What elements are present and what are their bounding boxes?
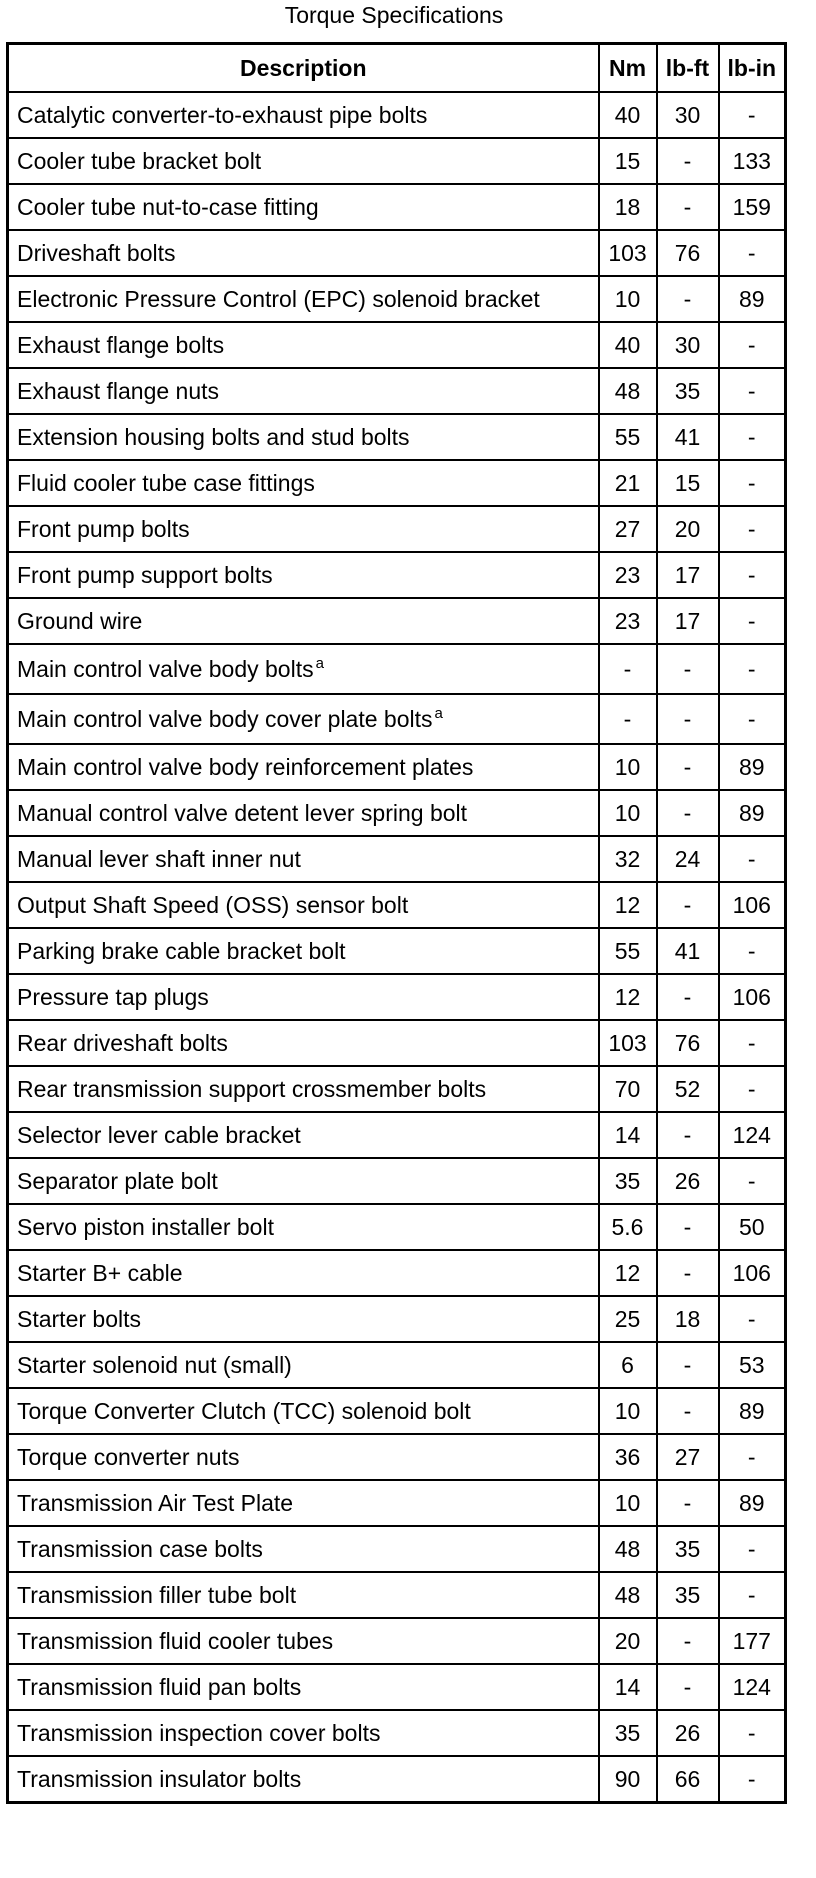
cell-description [8, 1250, 599, 1296]
table-row [8, 974, 786, 1020]
cell-description [8, 1756, 599, 1803]
cell-description [8, 882, 599, 928]
torque-spec-table [6, 42, 787, 1804]
cell-description [8, 1526, 599, 1572]
description-text: Servo piston installer bolt [17, 1213, 274, 1240]
cell-lbin: - [719, 368, 786, 414]
description-text: Extension housing bolts and stud bolts [17, 423, 410, 450]
cell-nm: 15 [599, 138, 657, 184]
table-row [8, 1756, 786, 1803]
cell-lbft: 35 [657, 368, 719, 414]
cell-description [8, 552, 599, 598]
description-text: Cooler tube nut-to-case fitting [17, 193, 319, 220]
cell-description [8, 322, 599, 368]
description-text: Transmission fluid pan bolts [17, 1673, 302, 1700]
cell-nm: 103 [599, 230, 657, 276]
cell-nm: 18 [599, 184, 657, 230]
description-text: Ground wire [17, 607, 143, 634]
cell-nm: 36 [599, 1434, 657, 1480]
description-text: Main control valve body bolts [17, 655, 314, 682]
cell-lbin: 106 [719, 1250, 786, 1296]
cell-nm: 55 [599, 928, 657, 974]
cell-nm: 20 [599, 1618, 657, 1664]
cell-nm: 40 [599, 92, 657, 138]
description-text: Transmission case bolts [17, 1535, 263, 1562]
description-text: Cooler tube bracket bolt [17, 147, 262, 174]
cell-lbft: - [657, 644, 719, 694]
description-text: Electronic Pressure Control (EPC) solenoid bracket [17, 285, 540, 312]
cell-description [8, 1112, 599, 1158]
table-row [8, 552, 786, 598]
cell-description [8, 1710, 599, 1756]
cell-lbft: 41 [657, 414, 719, 460]
cell-lbin: - [719, 1756, 786, 1803]
cell-lbft: 18 [657, 1296, 719, 1342]
cell-lbft: 30 [657, 322, 719, 368]
cell-lbin: - [719, 694, 786, 744]
cell-lbin: - [719, 836, 786, 882]
cell-description [8, 1066, 599, 1112]
cell-description [8, 138, 599, 184]
cell-lbin: 133 [719, 138, 786, 184]
description-text: Selector lever cable bracket [17, 1121, 301, 1148]
cell-lbft: 24 [657, 836, 719, 882]
description-text: Rear driveshaft bolts [17, 1029, 228, 1056]
cell-lbin: - [719, 1158, 786, 1204]
table-header-row [8, 44, 786, 93]
description-text: Transmission inspection cover bolts [17, 1719, 381, 1746]
cell-lbft: - [657, 882, 719, 928]
footnote-marker: a [434, 704, 443, 722]
cell-description [8, 744, 599, 790]
page-title: Torque Specifications [284, 2, 504, 28]
cell-nm: 10 [599, 1480, 657, 1526]
cell-nm: 21 [599, 460, 657, 506]
cell-nm: 32 [599, 836, 657, 882]
cell-lbft: 17 [657, 552, 719, 598]
cell-nm: 55 [599, 414, 657, 460]
cell-lbin: 89 [719, 276, 786, 322]
table-row [8, 928, 786, 974]
cell-lbft: - [657, 184, 719, 230]
cell-description [8, 368, 599, 414]
column-header-nm: Nm [599, 44, 657, 93]
description-text: Front pump bolts [17, 515, 190, 542]
cell-lbft: - [657, 1250, 719, 1296]
cell-lbft: - [657, 694, 719, 744]
description-text: Front pump support bolts [17, 561, 273, 588]
table-row [8, 368, 786, 414]
cell-nm: 40 [599, 322, 657, 368]
table-row [8, 1296, 786, 1342]
description-text: Output Shaft Speed (OSS) sensor bolt [17, 891, 409, 918]
cell-lbft: 66 [657, 1756, 719, 1803]
cell-description [8, 460, 599, 506]
cell-nm: 103 [599, 1020, 657, 1066]
cell-nm: 12 [599, 1250, 657, 1296]
cell-lbin: - [719, 1710, 786, 1756]
cell-description [8, 1434, 599, 1480]
cell-description [8, 1158, 599, 1204]
table-row [8, 1250, 786, 1296]
cell-nm: 10 [599, 744, 657, 790]
description-text: Transmission Air Test Plate [17, 1489, 294, 1516]
description-text: Starter B+ cable [17, 1259, 183, 1286]
cell-nm: 70 [599, 1066, 657, 1112]
cell-nm: 48 [599, 1572, 657, 1618]
cell-lbft: 20 [657, 506, 719, 552]
cell-nm: 6 [599, 1342, 657, 1388]
cell-lbin: 124 [719, 1112, 786, 1158]
cell-lbft: - [657, 138, 719, 184]
cell-lbin: - [719, 1066, 786, 1112]
description-text: Driveshaft bolts [17, 239, 176, 266]
cell-lbin: - [719, 552, 786, 598]
cell-nm: 10 [599, 790, 657, 836]
cell-description [8, 928, 599, 974]
description-text: Main control valve body reinforcement plates [17, 753, 474, 780]
table-row [8, 1112, 786, 1158]
table-row [8, 276, 786, 322]
cell-description [8, 836, 599, 882]
description-text: Parking brake cable bracket bolt [17, 937, 346, 964]
table-body [8, 92, 786, 1803]
cell-lbin: 106 [719, 974, 786, 1020]
cell-lbft: - [657, 744, 719, 790]
cell-lbin: - [719, 460, 786, 506]
cell-nm: 35 [599, 1710, 657, 1756]
cell-lbft: - [657, 276, 719, 322]
column-header-lbin: lb-in [719, 44, 786, 93]
cell-lbin: - [719, 1020, 786, 1066]
table-row [8, 1710, 786, 1756]
cell-lbin: 89 [719, 1480, 786, 1526]
cell-description [8, 790, 599, 836]
cell-description [8, 414, 599, 460]
cell-description [8, 644, 599, 694]
cell-lbin: 89 [719, 790, 786, 836]
table-row [8, 460, 786, 506]
cell-description [8, 92, 599, 138]
table-row [8, 598, 786, 644]
cell-nm: 5.6 [599, 1204, 657, 1250]
table-row [8, 744, 786, 790]
cell-lbin: 177 [719, 1618, 786, 1664]
cell-lbft: 15 [657, 460, 719, 506]
cell-nm: 48 [599, 368, 657, 414]
cell-nm: 12 [599, 974, 657, 1020]
table-row [8, 138, 786, 184]
cell-nm: 12 [599, 882, 657, 928]
cell-nm: 10 [599, 1388, 657, 1434]
cell-lbft: 52 [657, 1066, 719, 1112]
description-text: Catalytic converter-to-exhaust pipe bolts [17, 101, 428, 128]
cell-description [8, 694, 599, 744]
table-row [8, 1434, 786, 1480]
cell-description [8, 974, 599, 1020]
table-row [8, 322, 786, 368]
cell-lbin: - [719, 414, 786, 460]
cell-lbin: - [719, 322, 786, 368]
cell-lbin: 106 [719, 882, 786, 928]
cell-lbft: 76 [657, 1020, 719, 1066]
cell-lbft: 41 [657, 928, 719, 974]
cell-lbin: - [719, 1526, 786, 1572]
cell-lbft: - [657, 1112, 719, 1158]
table-row [8, 836, 786, 882]
cell-lbin: - [719, 1434, 786, 1480]
cell-nm: 14 [599, 1112, 657, 1158]
table-row [8, 694, 786, 744]
cell-lbin: - [719, 92, 786, 138]
cell-nm: 14 [599, 1664, 657, 1710]
cell-description [8, 598, 599, 644]
table-row [8, 506, 786, 552]
cell-lbin: - [719, 230, 786, 276]
table-row [8, 790, 786, 836]
description-text: Torque converter nuts [17, 1443, 240, 1470]
description-text: Starter solenoid nut (small) [17, 1351, 292, 1378]
cell-description [8, 1204, 599, 1250]
cell-description [8, 1296, 599, 1342]
cell-description [8, 230, 599, 276]
cell-lbft: - [657, 1480, 719, 1526]
cell-lbin: - [719, 644, 786, 694]
cell-nm: 10 [599, 276, 657, 322]
cell-lbft: 35 [657, 1526, 719, 1572]
cell-lbin: - [719, 1572, 786, 1618]
table-row [8, 1020, 786, 1066]
cell-lbft: - [657, 1204, 719, 1250]
cell-lbft: 26 [657, 1710, 719, 1756]
cell-lbin: 89 [719, 744, 786, 790]
cell-nm: 48 [599, 1526, 657, 1572]
cell-lbin: - [719, 598, 786, 644]
description-text: Exhaust flange bolts [17, 331, 225, 358]
column-header-lbft: lb-ft [657, 44, 719, 93]
cell-lbft: 26 [657, 1158, 719, 1204]
cell-lbin: 50 [719, 1204, 786, 1250]
cell-description [8, 184, 599, 230]
description-text: Torque Converter Clutch (TCC) solenoid bolt [17, 1397, 471, 1424]
table-row [8, 1066, 786, 1112]
cell-lbin: - [719, 506, 786, 552]
cell-lbft: - [657, 790, 719, 836]
cell-lbft: 35 [657, 1572, 719, 1618]
cell-lbft: - [657, 974, 719, 1020]
table-row [8, 1664, 786, 1710]
table-row [8, 1204, 786, 1250]
description-text: Rear transmission support crossmember bolts [17, 1075, 487, 1102]
cell-lbft: 76 [657, 230, 719, 276]
description-text: Main control valve body cover plate bolts [17, 705, 433, 732]
cell-description [8, 1480, 599, 1526]
table-row [8, 92, 786, 138]
cell-nm: - [599, 644, 657, 694]
cell-lbft: - [657, 1618, 719, 1664]
cell-description [8, 1342, 599, 1388]
table-row [8, 1342, 786, 1388]
description-text: Transmission filler tube bolt [17, 1581, 297, 1608]
table-row [8, 1480, 786, 1526]
cell-lbft: 30 [657, 92, 719, 138]
table-row [8, 1572, 786, 1618]
cell-nm: 35 [599, 1158, 657, 1204]
cell-description [8, 1020, 599, 1066]
cell-nm: 25 [599, 1296, 657, 1342]
description-text: Separator plate bolt [17, 1167, 218, 1194]
table-row [8, 644, 786, 694]
footnote-marker: a [315, 654, 324, 672]
cell-description [8, 276, 599, 322]
table-row [8, 414, 786, 460]
cell-lbin: - [719, 1296, 786, 1342]
description-text: Transmission fluid cooler tubes [17, 1627, 334, 1654]
cell-lbft: 27 [657, 1434, 719, 1480]
cell-lbft: - [657, 1388, 719, 1434]
cell-nm: 23 [599, 552, 657, 598]
cell-lbin: 89 [719, 1388, 786, 1434]
cell-lbin: 124 [719, 1664, 786, 1710]
table-row [8, 1618, 786, 1664]
table-row [8, 1388, 786, 1434]
cell-description [8, 1572, 599, 1618]
table-row [8, 230, 786, 276]
description-text: Transmission insulator bolts [17, 1765, 302, 1792]
description-text: Manual control valve detent lever spring bolt [17, 799, 468, 826]
cell-nm: 23 [599, 598, 657, 644]
cell-lbft: 17 [657, 598, 719, 644]
cell-description [8, 1618, 599, 1664]
description-text: Fluid cooler tube case fittings [17, 469, 315, 496]
table-row [8, 882, 786, 928]
cell-nm: - [599, 694, 657, 744]
column-header-description: Description [8, 44, 599, 93]
cell-lbin: 53 [719, 1342, 786, 1388]
description-text: Manual lever shaft inner nut [17, 845, 301, 872]
cell-nm: 90 [599, 1756, 657, 1803]
description-text: Exhaust flange nuts [17, 377, 220, 404]
cell-description [8, 1388, 599, 1434]
cell-description [8, 1664, 599, 1710]
cell-lbin: - [719, 928, 786, 974]
cell-lbin: 159 [719, 184, 786, 230]
table-row [8, 184, 786, 230]
cell-lbft: - [657, 1342, 719, 1388]
table-row [8, 1158, 786, 1204]
description-text: Pressure tap plugs [17, 983, 209, 1010]
cell-nm: 27 [599, 506, 657, 552]
cell-description [8, 506, 599, 552]
cell-lbft: - [657, 1664, 719, 1710]
description-text: Starter bolts [17, 1305, 141, 1332]
table-row [8, 1526, 786, 1572]
